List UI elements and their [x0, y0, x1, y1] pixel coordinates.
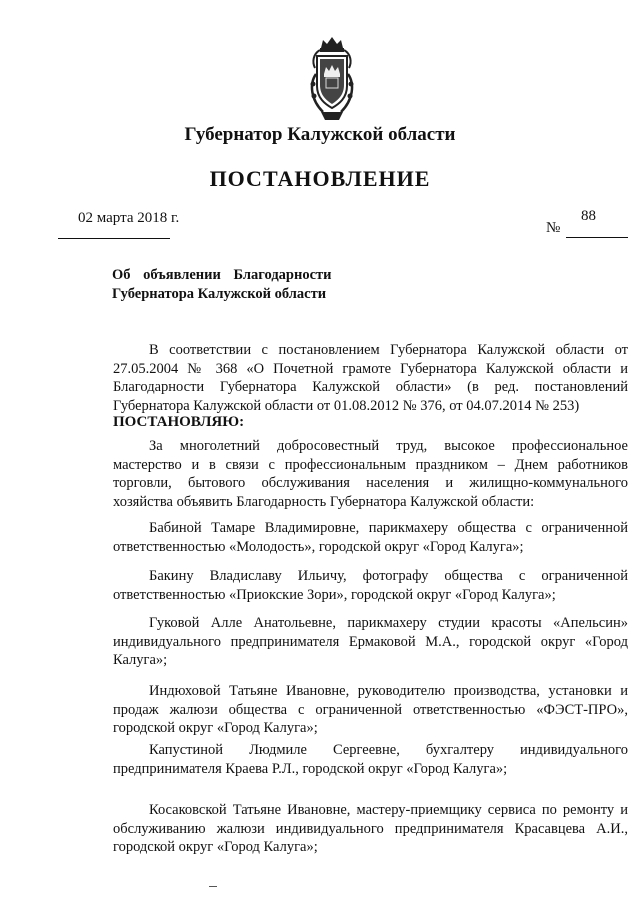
decree-heading: ПОСТАНОВЛЯЮ:	[113, 414, 245, 430]
recipient-item: Капустиной Людмиле Сергеевне, бухгалтеру индивидуального предпринимателя Краева Р.Л., городской округ «Город Калуга»;	[113, 742, 628, 777]
document-subject	[112, 266, 332, 304]
preamble-paragraph: В соответствии с постановлением Губернатора Калужской области от 27.05.2004 № 368 «О Почетной грамоте Губернатора Калужской области и Благодарности Губернатора Калужской области» (в ред. постановлений Губернатора Калужской области от 01.08.2012 № 376, от 04.07.2014 № 253)	[113, 342, 628, 414]
date-underline	[58, 238, 170, 239]
document-number: 88	[581, 208, 596, 224]
number-underline	[566, 237, 628, 238]
recipient-item: Гуковой Алле Анатольевне, парикмахеру студии красоты «Апельсин» индивидуального предпринимателя Ермаковой М.А., городской округ «Город Калуга»;	[113, 615, 628, 668]
subject-line-1: Об объявлении Благодарности	[112, 267, 332, 283]
governor-title: Губернатор Калужской области	[184, 124, 456, 145]
subject-line-2: Губернатора Калужской области	[112, 286, 327, 302]
recipient-item: Бакину Владиславу Ильичу, фотографу общества с ограниченной ответственностью «Приокские Зори», городской округ «Город Калуга»;	[113, 568, 628, 603]
scan-mark	[209, 886, 217, 887]
recipient-item: Косаковской Татьяне Ивановне, мастеру-приемщику сервиса по ремонту и обслуживанию жалюзи индивидуального предпринимателя Красавцева А.И., городской округ «Город Калуга»;	[113, 802, 628, 855]
coat-of-arms-emblem	[303, 34, 361, 126]
document-type-heading: ПОСТАНОВЛЕНИЕ	[209, 166, 431, 191]
recipient-item: Индюховой Татьяне Ивановне, руководителю производства, установки и продаж жалюзи общества с ограниченной ответственностью «ФЭСТ-ПРО», городской округ «Город Калуга»;	[113, 683, 628, 736]
intro-paragraph: За многолетний добросовестный труд, высокое профессиональное мастерство и в связи с профессиональным праздником – Днем работников торговли, бытового обслуживания населения и жилищно-коммунального хозяйства объявить Благодарность Губернатора Калужской области:	[113, 438, 628, 510]
recipient-item: Бабиной Тамаре Владимировне, парикмахеру общества с ограниченной ответственностью «Молодость», городской округ «Город Калуга»;	[113, 520, 628, 555]
number-sign: №	[546, 220, 561, 236]
document-date: 02 марта 2018 г.	[78, 210, 180, 226]
